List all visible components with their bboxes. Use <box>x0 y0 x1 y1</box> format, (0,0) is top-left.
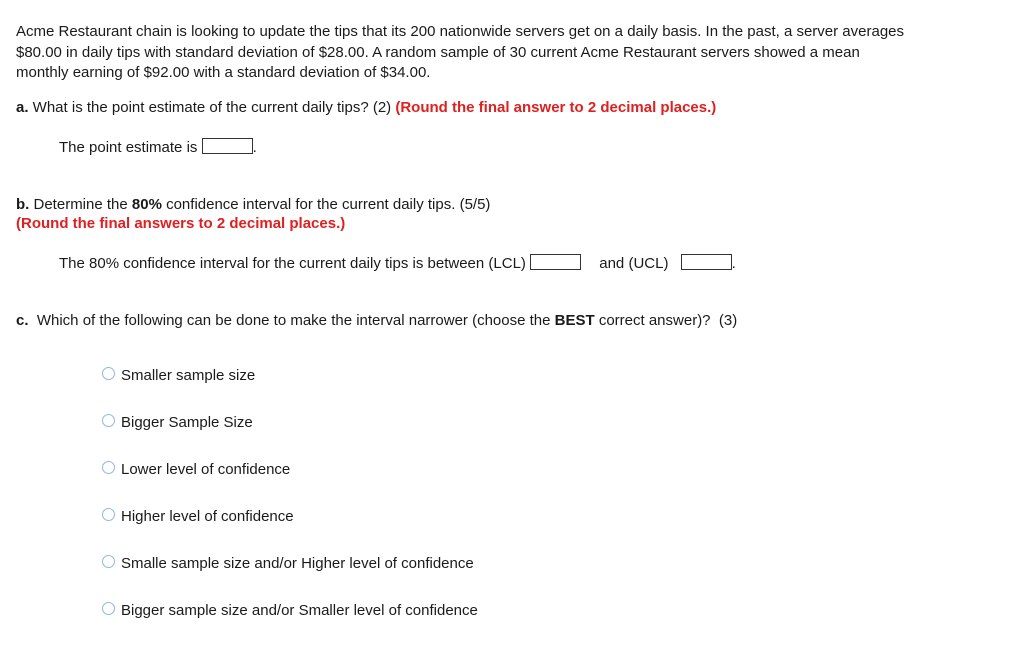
intro-line-1: Acme Restaurant chain is looking to update the tips that its 200 nationwide servers get on a daily basis. In the past, a server averages <box>16 23 905 40</box>
part-b-text-before: Determine the <box>29 196 132 213</box>
option-bigger-sample-size[interactable] <box>102 414 253 431</box>
option-smaller-size-higher-confidence[interactable] <box>102 555 474 572</box>
lcl-input[interactable] <box>530 254 581 270</box>
option-label: Higher level of confidence <box>121 508 294 525</box>
radio-button[interactable] <box>102 414 115 427</box>
option-higher-confidence[interactable] <box>102 508 294 525</box>
option-label: Bigger sample size and/or Smaller level of confidence <box>121 602 478 619</box>
intro-line-3: monthly earning of $92.00 with a standard deviation of $34.00. <box>16 64 431 81</box>
part-a-question <box>16 99 716 116</box>
option-lower-confidence[interactable] <box>102 461 290 478</box>
option-label: Bigger Sample Size <box>121 414 253 431</box>
part-b-answer-row <box>59 254 736 272</box>
part-c-question <box>16 312 737 329</box>
part-b-bold: 80% <box>131 196 162 213</box>
ucl-input[interactable] <box>681 254 732 270</box>
radio-button[interactable] <box>102 367 115 380</box>
part-c-text-after: correct answer)? (3) <box>594 312 738 329</box>
point-estimate-input[interactable] <box>202 138 253 154</box>
intro-line-2: $80.00 in daily tips with standard deviation of $28.00. A random sample of 30 current Acme Restaurant servers showed a mean <box>16 43 860 61</box>
part-b-text-after: confidence interval for the current daily tips. (5/5) <box>161 196 491 213</box>
option-smaller-sample-size[interactable] <box>102 367 255 384</box>
part-b-answer-middle: and (UCL) <box>599 255 669 272</box>
radio-button[interactable] <box>102 461 115 474</box>
part-a-label: a. <box>16 99 29 116</box>
part-a-answer-row <box>59 138 257 156</box>
part-b-question <box>16 196 490 213</box>
part-a-answer-prefix: The point estimate is <box>59 139 198 156</box>
part-b-rounding-note: (Round the final answers to 2 decimal places.) <box>16 215 346 232</box>
part-b-answer-prefix: The 80% confidence interval for the current daily tips is between (LCL) <box>59 255 526 272</box>
part-c-label: c. <box>16 312 29 329</box>
option-label: Smalle sample size and/or Higher level of confidence <box>121 555 474 572</box>
part-a-rounding-note: (Round the final answer to 2 decimal places.) <box>395 99 717 116</box>
part-c-bold: BEST <box>554 312 595 329</box>
part-a-answer-suffix: . <box>252 139 257 156</box>
radio-button[interactable] <box>102 555 115 568</box>
option-label: Smaller sample size <box>121 367 256 384</box>
part-b-answer-suffix: . <box>731 255 736 272</box>
radio-button[interactable] <box>102 602 115 615</box>
option-label: Lower level of confidence <box>121 461 291 478</box>
radio-button[interactable] <box>102 508 115 521</box>
part-c-text-before: Which of the following can be done to make the interval narrower (choose the <box>28 312 555 329</box>
part-b-label: b. <box>16 196 30 213</box>
part-a-text: What is the point estimate of the current daily tips? (2) <box>28 99 396 116</box>
problem-intro <box>16 22 1020 84</box>
option-bigger-size-smaller-confidence[interactable] <box>102 602 478 619</box>
